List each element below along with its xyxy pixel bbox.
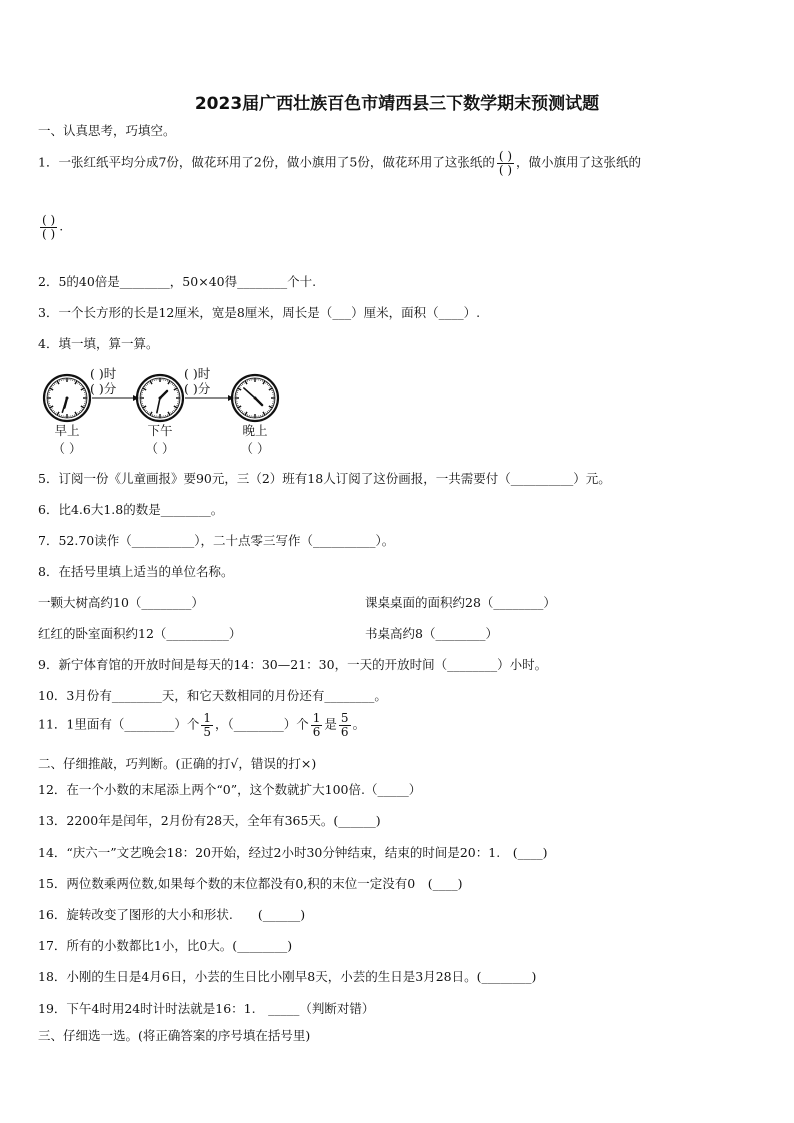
question-5: 5．订阅一份《儿童画报》要90元，三（2）班有18人订阅了这份画报，一共需要付（__________）元。 xyxy=(38,471,611,486)
minute-tick xyxy=(173,385,174,386)
hour-tick xyxy=(81,388,84,390)
question-3: 3．一个长方形的长是12厘米，宽是8厘米，周长是（___）厘米，面积（____）. xyxy=(38,305,481,320)
clock-answer-morning[interactable]: （ ） xyxy=(52,441,82,456)
question-18: 18．小刚的生日是4月6日，小芸的生日比小刚早8天，小芸的生日是3月28日。(________) xyxy=(38,969,537,984)
question-13: 13．2200年是闰年，2月份有28天，全年有365天。(______) xyxy=(38,813,381,828)
question-8a: 一颗大树高约10（________） xyxy=(38,595,204,610)
hour-tick xyxy=(238,406,241,408)
minute-tick xyxy=(176,390,178,391)
arrow2-hour: ( )时 xyxy=(184,366,211,381)
question-11 xyxy=(38,712,365,738)
clock-label-morning: 早上 xyxy=(54,423,80,438)
minute-tick xyxy=(78,382,79,384)
minute-tick xyxy=(177,392,179,393)
q11-fraction-2: $\frac{1}{6}$ xyxy=(312,711,321,739)
hour-tick xyxy=(75,412,77,415)
minute-tick xyxy=(148,382,149,384)
question-8b: 课桌桌面的面积约28（________） xyxy=(365,595,556,610)
minute-tick xyxy=(262,380,263,382)
question-14: 14．“庆六一”文艺晚会18：20开始，经过2小时30分钟结束，结束的时间是20：1. (____) xyxy=(38,845,548,860)
minute-tick xyxy=(52,410,53,411)
minute-tick xyxy=(79,383,80,384)
hour-tick xyxy=(263,412,265,415)
minute-tick xyxy=(242,411,243,412)
hour-tick xyxy=(143,388,146,390)
hour-tick xyxy=(269,406,272,408)
hour-tick xyxy=(81,406,84,408)
minute-tick xyxy=(48,392,50,393)
hour-tick xyxy=(57,412,59,415)
clock-label-afternoon: 下午 xyxy=(147,423,173,438)
minute-tick xyxy=(74,414,75,416)
minute-tick xyxy=(147,411,148,412)
minute-tick xyxy=(247,380,248,382)
section-1-heading: 一、认真思考，巧填空。 xyxy=(38,123,176,138)
minute-tick xyxy=(236,404,238,405)
question-7: 7．52.70读作（__________），二十点零三写作（__________）。 xyxy=(38,533,395,548)
hour-tick xyxy=(50,406,53,408)
question-2: 2．5的40倍是________，50×40得________个十. xyxy=(38,274,317,289)
minute-tick xyxy=(240,410,241,411)
hour-hand xyxy=(160,391,167,398)
minute-hand xyxy=(157,398,160,413)
question-12: 12．在一个小数的末尾添上两个“0”，这个数就扩大100倍.（_____） xyxy=(38,782,422,797)
minute-tick xyxy=(51,386,53,387)
minute-tick xyxy=(141,392,143,393)
minute-tick xyxy=(272,392,274,393)
hour-tick xyxy=(174,406,177,408)
minute-tick xyxy=(74,380,75,382)
question-15: 15．两位数乘两位数,如果每个数的末位都没有0,积的末位一定没有0 (____) xyxy=(38,876,463,891)
clock-morning xyxy=(44,375,90,421)
minute-tick xyxy=(61,379,62,381)
q11-end: 。 xyxy=(352,716,366,732)
minute-tick xyxy=(167,380,168,382)
minute-tick xyxy=(142,405,144,406)
clock-center xyxy=(254,397,257,400)
minute-tick xyxy=(247,414,248,416)
arrow2-minute: ( )分 xyxy=(184,381,211,396)
q11-fraction-3: $\frac{5}{6}$ xyxy=(340,711,349,739)
minute-tick xyxy=(171,382,172,384)
minute-tick xyxy=(144,386,146,387)
minute-tick xyxy=(166,415,167,417)
minute-tick xyxy=(175,409,177,410)
question-8d: 书桌高约8（________） xyxy=(365,626,498,641)
hour-tick xyxy=(57,381,59,384)
minute-tick xyxy=(73,415,74,417)
question-1-cont xyxy=(38,214,63,240)
minute-tick xyxy=(84,404,86,405)
q1-fraction-2[interactable]: $\frac{( )}{( )}$ xyxy=(42,213,56,241)
question-8: 8．在括号里填上适当的单位名称。 xyxy=(38,564,234,579)
minute-tick xyxy=(261,415,262,417)
minute-tick xyxy=(261,379,262,381)
minute-tick xyxy=(268,385,269,386)
minute-tick xyxy=(177,404,179,405)
hour-tick xyxy=(150,412,152,415)
minute-tick xyxy=(82,386,84,387)
minute-tick xyxy=(243,382,244,384)
minute-tick xyxy=(80,410,81,411)
minute-tick xyxy=(61,415,62,417)
section-2-heading: 二、仔细推敲，巧判断。(正确的打√，错误的打×) xyxy=(38,756,317,771)
q11-text-a: 11．1里面有（________）个 xyxy=(38,716,200,732)
minute-tick xyxy=(236,392,238,393)
minute-tick xyxy=(145,385,146,386)
hour-tick xyxy=(50,388,53,390)
hour-tick xyxy=(168,412,170,415)
minute-tick xyxy=(271,390,273,391)
hour-tick xyxy=(263,381,265,384)
hour-tick xyxy=(269,388,272,390)
minute-tick xyxy=(59,414,60,416)
minute-tick xyxy=(176,405,178,406)
minute-tick xyxy=(148,413,149,415)
minute-tick xyxy=(272,404,274,405)
minute-tick xyxy=(152,414,153,416)
minute-tick xyxy=(268,410,269,411)
question-1 xyxy=(38,150,641,176)
minute-tick xyxy=(78,413,79,415)
minute-tick xyxy=(175,386,177,387)
minute-tick xyxy=(141,404,143,405)
minute-tick xyxy=(266,413,267,415)
minute-tick xyxy=(54,411,55,412)
minute-tick xyxy=(267,383,268,384)
minute-tick xyxy=(271,405,273,406)
minute-tick xyxy=(83,405,85,406)
q1-fraction-1[interactable]: $\frac{( )}{( )}$ xyxy=(498,149,513,177)
q11-text-c: 是 xyxy=(324,716,337,732)
q1-end: . xyxy=(59,218,64,234)
section-3-heading: 三、仔细选一选。(将正确答案的序号填在括号里) xyxy=(38,1028,311,1043)
clock-answer-evening[interactable]: （ ） xyxy=(240,441,270,456)
hour-hand xyxy=(255,398,262,405)
minute-tick xyxy=(239,386,241,387)
minute-tick xyxy=(54,383,55,384)
minute-tick xyxy=(144,409,146,410)
minute-tick xyxy=(249,379,250,381)
minute-tick xyxy=(239,409,241,410)
minute-hand xyxy=(244,388,255,398)
clock-center xyxy=(159,397,162,400)
minute-tick xyxy=(167,414,168,416)
minute-tick xyxy=(79,411,80,412)
minute-tick xyxy=(270,409,272,410)
hour-tick xyxy=(174,388,177,390)
question-19: 19．下午4时用24时计时法就是16：1. _____（判断对错） xyxy=(38,1001,375,1016)
minute-tick xyxy=(73,379,74,381)
minute-tick xyxy=(154,379,155,381)
clock-answer-afternoon[interactable]: （ ） xyxy=(145,441,175,456)
minute-tick xyxy=(52,385,53,386)
minute-tick xyxy=(270,386,272,387)
minute-tick xyxy=(83,390,85,391)
question-8c: 红红的卧室面积约12（__________） xyxy=(38,626,242,641)
minute-tick xyxy=(147,383,148,384)
minute-tick xyxy=(48,404,50,405)
minute-tick xyxy=(154,415,155,417)
minute-tick xyxy=(243,413,244,415)
minute-tick xyxy=(55,413,56,415)
question-17: 17．所有的小数都比1小，比0大。(________) xyxy=(38,938,293,953)
hour-tick xyxy=(143,406,146,408)
clock-label-evening: 晚上 xyxy=(242,423,268,438)
minute-tick xyxy=(142,390,144,391)
minute-tick xyxy=(55,382,56,384)
minute-tick xyxy=(82,409,84,410)
minute-tick xyxy=(49,405,51,406)
minute-tick xyxy=(171,413,172,415)
q1-text-a: 1．一张红纸平均分成7份，做花环用了2份，做小旗用了5份，做花环用了这张纸的 xyxy=(38,154,495,170)
hour-tick xyxy=(238,388,241,390)
minute-tick xyxy=(152,380,153,382)
hour-tick xyxy=(168,381,170,384)
minute-tick xyxy=(240,385,241,386)
minute-tick xyxy=(267,411,268,412)
question-9: 9．新宁体育馆的开放时间是每天的14：30—21：30，一天的开放时间（________）小时。 xyxy=(38,657,548,672)
minute-tick xyxy=(51,409,53,410)
question-4: 4．填一填，算一算。 xyxy=(38,336,159,351)
hour-tick xyxy=(245,412,247,415)
minute-tick xyxy=(80,385,81,386)
minute-tick xyxy=(49,390,51,391)
minute-tick xyxy=(84,392,86,393)
question-6: 6．比4.6大1.8的数是________。 xyxy=(38,502,224,517)
q11-fraction-1: $\frac{1}{5}$ xyxy=(203,711,211,739)
minute-tick xyxy=(172,411,173,412)
minute-tick xyxy=(172,383,173,384)
clock-center xyxy=(66,397,69,400)
minute-tick xyxy=(145,410,146,411)
question-10: 10．3月份有________天，和它天数相同的月份还有________。 xyxy=(38,688,387,703)
minute-tick xyxy=(59,380,60,382)
minute-tick xyxy=(166,379,167,381)
hour-tick xyxy=(75,381,77,384)
arrow1-minute: ( )分 xyxy=(90,381,117,396)
minute-tick xyxy=(249,415,250,417)
minute-tick xyxy=(237,405,239,406)
hour-tick xyxy=(150,381,152,384)
minute-tick xyxy=(266,382,267,384)
hour-tick xyxy=(245,381,247,384)
q1-text-b: ，做小旗用了这张纸的 xyxy=(516,154,642,170)
minute-tick xyxy=(242,383,243,384)
q11-text-b: ，（________）个 xyxy=(215,716,309,732)
arrow1-hour: ( )时 xyxy=(90,366,117,381)
minute-tick xyxy=(237,390,239,391)
clock-evening xyxy=(232,375,278,421)
clock-afternoon xyxy=(137,375,183,421)
minute-tick xyxy=(262,414,263,416)
minute-tick xyxy=(173,410,174,411)
question-16: 16．旋转改变了图形的大小和形状. (______) xyxy=(38,907,306,922)
page-title: 2023届广西壮族百色市靖西县三下数学期末预测试题 xyxy=(194,94,600,114)
